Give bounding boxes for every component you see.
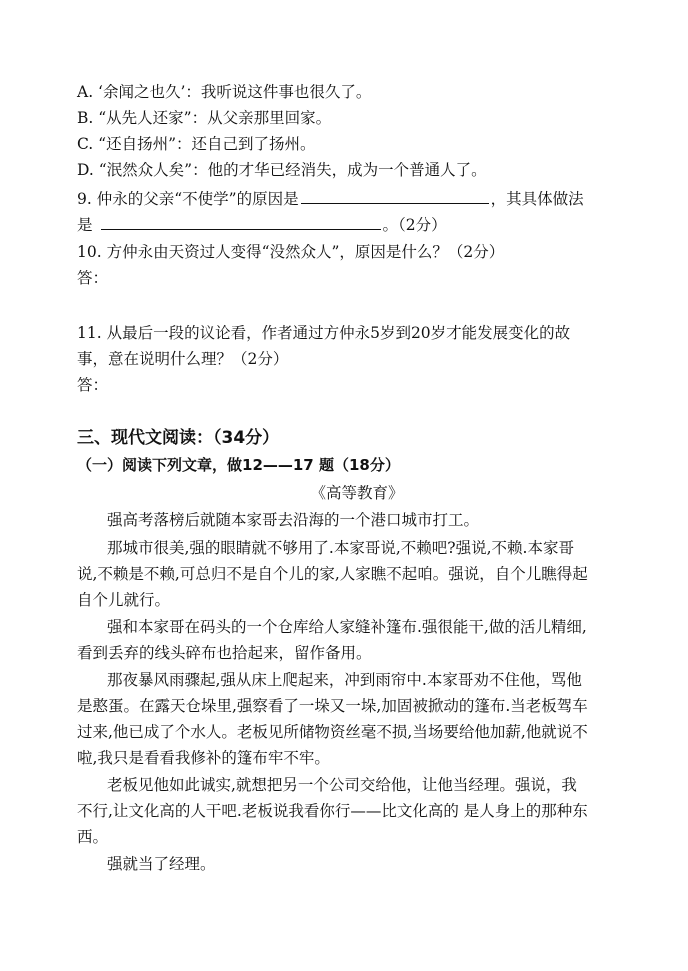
article-line: 强高考落榜后就随本家哥去沿海的一个港口城市打工。 (107, 511, 480, 529)
question-9-line2 (77, 212, 637, 238)
article-line: 强和本家哥在码头的一个仓库给人家缝补篷布.强很能干,做的活儿精细, (107, 618, 587, 636)
article-line: 不行,让文化高的人干吧.老板说我看你行——比文化高的 是人身上的那种东 (77, 802, 588, 820)
question-11-line1: 11. 从最后一段的议论看，作者通过方仲永5岁到20岁才能发展变化的故 (77, 324, 571, 342)
question-10-answer-label: 答： (77, 269, 109, 287)
article-line: 啦,我只是看看我修补的篷布牢不牢。 (77, 749, 330, 767)
article-line: 老板见他如此诚实,就想把另一个公司交给他，让他当经理。强说，我 (107, 776, 577, 794)
question-9-text-cont: ，其具体做法 (490, 190, 584, 208)
article-line: 看到丢弃的线头碎布也拾起来，留作备用。 (77, 644, 372, 662)
option-c: C. “还自扬州”：还自己到了扬州。 (77, 135, 316, 153)
article-line: 那夜暴风雨骤起,强从床上爬起来，冲到雨帘中.本家哥劝不住他，骂他 (107, 671, 582, 689)
question-9-score: 。（2分） (382, 216, 447, 234)
question-11-line2: 事，意在说明什么理？（2分） (77, 350, 289, 368)
question-9-text: 9. 仲永的父亲“不使学”的原因是 (77, 190, 299, 208)
answer-blank-2[interactable] (101, 213, 381, 230)
section-3-subtitle: （一）阅读下列文章，做12——17 题（18分） (77, 456, 400, 474)
question-11-answer-label: 答： (77, 376, 109, 394)
article-line: 自个儿就行。 (77, 591, 171, 609)
article-line: 说,不赖是不赖,可总归不是自个儿的家,人家瞧不起咱。强说，自个儿瞧得起 (77, 565, 588, 583)
article-title: 《高等教育》 (310, 484, 404, 502)
article-line: 那城市很美,强的眼睛就不够用了.本家哥说,不赖吧?强说,不赖.本家哥 (107, 539, 574, 557)
question-9-line1 (77, 186, 637, 212)
question-10: 10. 方仲永由天资过人变得“没然众人”，原因是什么？（2分） (77, 243, 505, 261)
answer-blank-1[interactable] (301, 187, 489, 204)
option-a: A. ‘余闻之也久’：我听说这件事也很久了。 (77, 83, 372, 101)
question-9-label: 是 (77, 216, 93, 234)
article-line: 西。 (77, 828, 109, 846)
section-3-title: 三、现代文阅读：（34分） (77, 428, 280, 448)
article-line: 是憨蛋。在露天仓垛里,强察看了一垛又一垛,加固被掀动的篷布.当老板驾车 (77, 697, 588, 715)
option-b: B. “从先人还家”：从父亲那里回家。 (77, 109, 332, 127)
article-line: 强就当了经理。 (107, 855, 216, 873)
option-d: D. “泯然众人矣”：他的才华已经消失，成为一个普通人了。 (77, 161, 487, 179)
article-line: 过来,他已成了个水人。老板见所储物资丝毫不损,当场要给他加薪,他就说不 (77, 723, 588, 741)
